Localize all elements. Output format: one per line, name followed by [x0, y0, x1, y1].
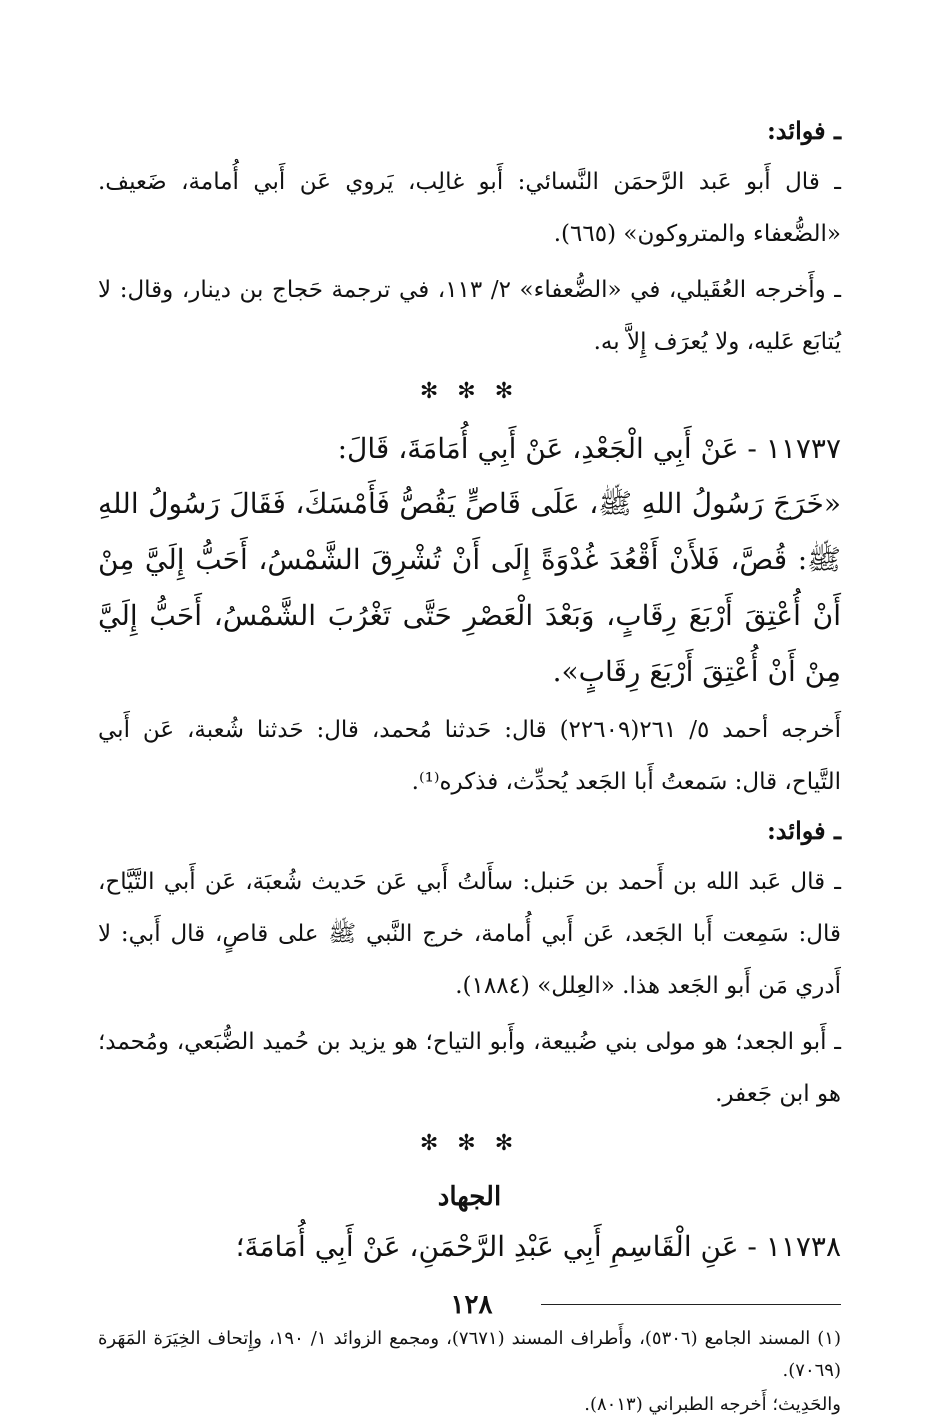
benefits-heading-2: ـ فوائد: — [766, 816, 841, 845]
section-divider-stars-2: ✻ ✻ ✻ — [419, 1131, 520, 1156]
hadith-11737-chain: ١١٧٣٧ - عَنْ أَبِي الْجَعْدِ، عَنْ أَبِي أُمَامَةَ، قَالَ: — [337, 432, 841, 465]
hadith-11738-chain: ١١٧٣٨ - عَنِ الْقَاسِمِ أَبِي عَبْدِ الرَّحْمَنِ، عَنْ أَبِي أُمَامَةَ؛ — [235, 1230, 841, 1263]
hadith-11737-text: «خَرَجَ رَسُولُ اللهِ ﷺ، عَلَى قَاصٍّ يَقُصُّ فَأَمْسَكَ، فَقَالَ رَسُولُ اللهِ ﷺ: قُصَّ، فَلأَنْ أَقْعُدَ غُدْوَةً إِلَى أَنْ تُشْرِقَ الشَّمْسُ، أَحَبُّ إِلَيَّ مِنْ أَنْ أُعْتِقَ أَرْبَعَ رِقَابٍ، وَبَعْدَ الْعَصْرِ حَتَّى تَغْرُبَ الشَّمْسُ، أَحَبُّ إِلَيَّ مِنْ أَنْ أُعْتِقَ أَرْبَعَ رِقَابٍ». — [98, 487, 841, 688]
ilal-note: ـ قال عَبد الله بن أَحمد بن حَنبل: سأَلتُ أَبي عَن حَديث شُعبَة، عَن أَبي التَّيَّاح، قال: سَمِعت أَبا الجَعد، عَن أَبي أُمامة، خرج النَّبي ﷺ على قاصٍ، قال أَبي: لا أَدري مَن أَبو الجَعد هذا. «العِلل» (١٨٨٤). — [98, 869, 841, 999]
section-divider-stars: ✻ ✻ ✻ — [419, 379, 520, 404]
chapter-title: الجهاد — [437, 1182, 502, 1212]
ahmad-source-note: أَخرجه أحمد ٥/ ٢٦١(٢٢٦٠٩) قال: حَدثنا مُحمد، قال: حَدثنا شُعبة، عَن أَبي التَّياح، قال: سَمعتُ أَبا الجَعد يُحدِّث، فذكره⁽¹⁾. — [98, 717, 842, 795]
footnotes — [98, 1323, 841, 1421]
narrators-note: ـ أَبو الجعد؛ هو مولى بني ضُبيعة، وأَبو التياح؛ هو يزيد بن حُميد الضُّبَعي، ومُحمد؛ هو ابن جَعفر. — [98, 1029, 841, 1107]
nasai-note: ـ قال أَبو عَبد الرَّحمَن النَّسائي: أَبو غالِب، يَروي عَن أَبي أُمامة، ضَعيف. «الضُّعفاء والمتروكون» (٦٦٥). — [98, 169, 841, 247]
page-number: ١٢٨ — [450, 1290, 493, 1320]
uqayli-note: ـ وأَخرجه العُقَيلي، في «الضُّعفاء» ٢/ ١١٣، في ترجمة حَجاج بن دينار، وقال: لا يُتابَع عَليه، ولا يُعرَف إِلاَّ به. — [98, 277, 842, 355]
footnote-2: والحَدِيث؛ أَخرجه الطبراني (٨٠١٣). — [584, 1394, 841, 1415]
benefits-heading: ـ فوائد: — [766, 116, 841, 145]
footnote-1: (١) المسند الجامع (٥٣٠٦)، وأَطراف المسند (٧٦٧١)، ومجمع الزوائد ١/ ١٩٠، وإِتحاف الخِيَرَة المَهَرة (٧٠٦٩). — [98, 1328, 841, 1381]
